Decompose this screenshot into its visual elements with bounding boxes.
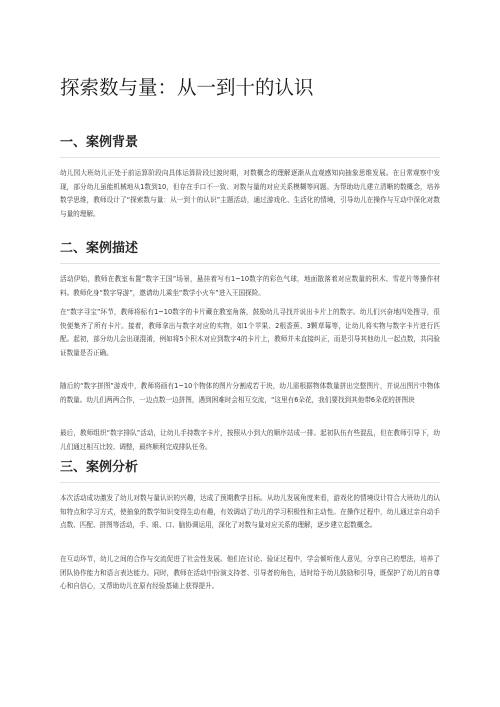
paragraph: 最后，教师组织“数字排队”活动，让幼儿手持数字卡片，按照从小到大的顺序站成一排。起初队伍有些混乱，但在教师引导下，幼儿们通过相互比较、调整，最终顺利完成排队任务。 xyxy=(60,429,440,451)
paragraph: 在互动环节，幼儿之间的合作与交流促进了社会性发展。他们在讨论、验证过程中，学会倾听他人意见，分享自己的想法，培养了团队协作能力和语言表达能力。同时，教师在活动中扮演支持者、引导者的角色，适时给予幼儿鼓励和引导，既保护了幼儿的自尊心和自信心，又帮助幼儿在原有经验基础上获得提升。 xyxy=(60,555,440,590)
paragraph: 活动伊始，教师在教室布置“数字王国”场景，悬挂着写有1~10数字的彩色气球，地面散落着对应数量的积木、雪花片等操作材料。教师化身“数字导游”，邀请幼儿乘坐“数学小火车”进入王国探险。 xyxy=(60,275,440,297)
section-divider xyxy=(60,482,440,483)
section-divider xyxy=(60,263,440,264)
paragraph: 在“数字寻宝”环节，教师将标有1~10数字的卡片藏在教室角落，鼓励幼儿寻找并说出卡片上的数字。幼儿们兴奋地四处搜寻，很快便集齐了所有卡片。接着，教师拿出与数字对应的实物，如1个苹果、2根香蕉、3颗草莓等，让幼儿将实物与数字卡片进行匹配。起初，部分幼儿会出现混淆，例如将5个积木对应到数字4的卡片上，教师并未直接纠正，而是引导其他幼儿一起点数，共同验证数量是否正确。 xyxy=(60,308,440,357)
paragraph: 随后的“数字拼图”游戏中，教师将画有1~10个物体的图片分割成若干块，幼儿需根据物体数量拼出完整图片，并说出图片中物体的数量。幼儿们两两合作，一边点数一边拼图，遇到困难时会相互交流，“这里有6朵花，我们要找到其他带6朵花的拼图块 xyxy=(60,382,440,404)
section-heading-text: 二、案例描述 xyxy=(60,241,139,256)
section-heading-text: 一、案例背景 xyxy=(60,135,139,150)
section-heading-background xyxy=(60,134,440,152)
page-title: 探索数与量：从一到十的认识 xyxy=(60,76,314,99)
paragraph: 本次活动成功激发了幼儿对数与量认识的兴趣，达成了预期教学目标。从幼儿发展角度来看，游戏化的情境设计符合大班幼儿的认知特点和学习方式，使抽象的数学知识变得生动有趣，有效调动了幼儿的学习积极性和主动性。在操作过程中，幼儿通过亲自动手点数、匹配、拼图等活动，手、眼、口、脑协调运用，深化了对数与量对应关系的理解，逐步建立起数概念。 xyxy=(60,494,440,529)
paragraph: 幼儿园大班幼儿正处于前运算阶段向具体运算阶段过渡时期，对数概念的理解逐渐从直观感知向抽象思维发展。在日常观察中发现，部分幼儿虽能机械地从1数到10，但存在手口不一致、对数与量的对应关系模糊等问题。为帮助幼儿建立清晰的数概念，培养数学思维，教师设计了“探索数与量：从一到十的认识”主题活动，通过游戏化、生活化的情境，引导幼儿在操作与互动中深化对数与量的理解。 xyxy=(60,169,440,218)
section-heading-text: 三、案例分析 xyxy=(60,460,139,475)
section-heading-analysis xyxy=(60,459,440,477)
section-divider xyxy=(60,157,440,158)
section-heading-description xyxy=(60,240,440,258)
